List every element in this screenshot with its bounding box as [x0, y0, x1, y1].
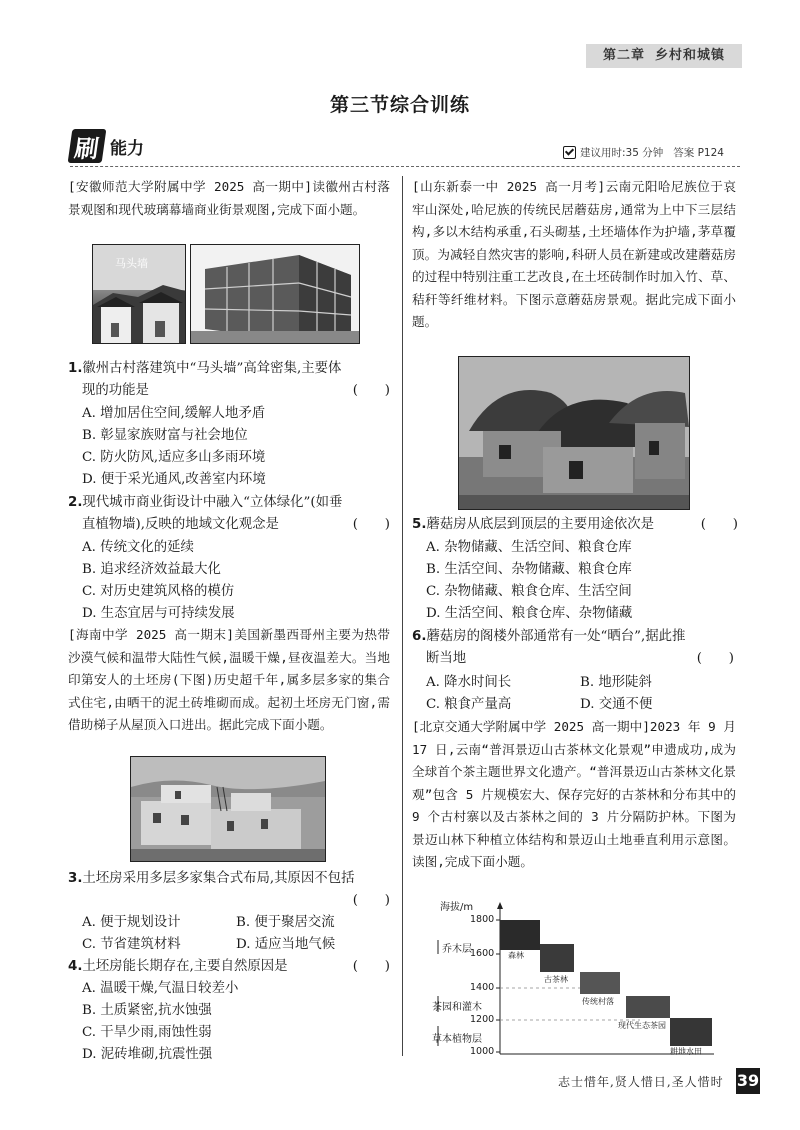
time-info: [563, 145, 724, 160]
option-6c[interactable]: C. 粮食产量高: [426, 697, 512, 712]
tick-1400: 1400: [470, 982, 495, 993]
question-2-line2: [82, 514, 390, 536]
option-4c[interactable]: C. 干旱少雨,雨蚀性弱: [82, 1025, 212, 1040]
option-1c[interactable]: C. 防火防风,适应多山多雨环境: [82, 450, 266, 465]
question-stem: 现代城市商业街设计中融入“立体绿化”(如垂: [82, 495, 343, 510]
ability-badge: [70, 128, 144, 164]
option-6d[interactable]: D. 交通不便: [580, 697, 653, 712]
question-stem: 土坯房采用多层多家集合式布局,其原因不包括: [82, 871, 355, 886]
question-number: 1.: [68, 361, 83, 376]
tick-1800: 1800: [470, 914, 495, 925]
label-ancient-tea: 古茶林: [544, 975, 568, 984]
question-stem: 蘑菇房的阁楼外部通常有一处“晒台”,据此推: [426, 629, 686, 644]
intro-huizhou: [68, 176, 390, 221]
option-3c[interactable]: C. 节省建筑材料: [82, 937, 181, 952]
option-5d[interactable]: D. 生活空间、粮食仓库、杂物储藏: [426, 606, 633, 621]
question-number: 2.: [68, 495, 83, 510]
option-6a[interactable]: A. 降水时间长: [426, 675, 512, 690]
answer-blank[interactable]: ( ): [352, 383, 390, 398]
option-5a[interactable]: A. 杂物储藏、生活空间、粮食仓库: [426, 540, 632, 555]
answer-blank[interactable]: ( ): [352, 959, 390, 974]
option-1b[interactable]: B. 彰显家族财富与社会地位: [82, 428, 248, 443]
glass-building-drawing: [191, 245, 359, 343]
label-modern-tea: 现代生态茶园: [618, 1021, 666, 1030]
option-4d[interactable]: D. 泥砖堆砌,抗震性强: [82, 1047, 213, 1062]
tick-1000: 1000: [470, 1046, 495, 1057]
label-village: 传统村落: [582, 997, 614, 1006]
question-stem-cont: 断当地: [426, 651, 467, 666]
chapter-name: 乡村和城镇: [655, 48, 726, 63]
glass-curtain-building-photo: [190, 244, 360, 344]
option-3a[interactable]: A. 便于规划设计: [82, 915, 181, 930]
answer-blank[interactable]: ( ): [696, 651, 734, 666]
option-2b[interactable]: B. 追求经济效益最大化: [82, 562, 221, 577]
label-farmland: 耕地水田: [670, 1047, 702, 1056]
option-5b[interactable]: B. 生活空间、杂物储藏、粮食仓库: [426, 562, 632, 577]
mushroom-house-photo: [458, 356, 690, 510]
answer-blank[interactable]: ( ): [352, 893, 390, 908]
option-6b[interactable]: B. 地形陡斜: [580, 675, 652, 690]
answer-blank[interactable]: ( ): [700, 517, 738, 532]
tick-1600: 1600: [470, 948, 495, 959]
page-title: 第三节综合训练: [329, 94, 470, 116]
question-stem-cont: 直植物墙),反映的地域文化观念是: [82, 517, 279, 532]
option-1a[interactable]: A. 增加居住空间,缓解人地矛盾: [82, 406, 266, 421]
intro-jingmai: [412, 716, 736, 874]
option-4a[interactable]: A. 温暖干燥,气温日较差小: [82, 981, 239, 996]
chapter-number: 第二章: [602, 48, 645, 63]
huizhou-village-photo: [92, 244, 186, 344]
option-2a[interactable]: A. 传统文化的延续: [82, 540, 194, 555]
question-number: 4.: [68, 959, 83, 974]
question-4: [68, 956, 390, 978]
question-6-line2: [426, 648, 734, 670]
intro-mushroom: [412, 176, 736, 334]
badge-char: 刷: [68, 129, 107, 163]
question-number: 6.: [412, 629, 427, 644]
chapter-tab: [586, 44, 742, 68]
intro-adobe: [68, 624, 390, 737]
question-3: [68, 868, 390, 890]
page-number: 39: [736, 1068, 760, 1094]
option-5c[interactable]: C. 杂物储藏、粮食仓库、生活空间: [426, 584, 632, 599]
jingmai-land-use-diagram: [430, 896, 720, 1058]
intro-text: [北京交通大学附属中学 2025 高一期中]2023 年 9 月 17 日,云南“普洱景迈山古茶林文化景观”申遗成功,成为全球首个茶主题世界文化遗产。“普洱景迈山古茶林文化景观”包含 5 片规模宏大、保存完好的古茶林和分布其中的 9 个古村寨以及古茶林之间的 3 片分隔防护林。下图为景迈山林下种植立体结构和景迈山土地垂直利用示意图。读图,完成下面小题。: [412, 719, 736, 869]
intro-text: [安徽师范大学附属中学 2025 高一期中]读徽州古村落景观图和现代玻璃幕墙商业街景观图,完成下面小题。: [68, 179, 390, 217]
column-divider: [402, 176, 403, 1056]
question-2: [68, 492, 390, 514]
adobe-house-photo: [130, 756, 326, 862]
question-stem: 蘑菇房从底层到顶层的主要用途依次是: [426, 517, 655, 532]
option-1d[interactable]: D. 便于采光通风,改善室内环境: [82, 472, 266, 487]
question-5: [412, 514, 738, 536]
question-stem: 土坯房能长期存在,主要自然原因是: [82, 959, 288, 974]
answer-blank[interactable]: ( ): [352, 517, 390, 532]
intro-text: [海南中学 2025 高一期末]美国新墨西哥州主要为热带沙漠气候和温带大陆性气候,温暖干燥,昼夜温差大。当地印第安人的土坯房(下图)历史超千年,属多层多家的集合式住宅,由晒干的泥土砖堆砌而成。起初土坯房无门窗,需借助梯子从屋顶入口进出。据此完成下面小题。: [68, 627, 390, 732]
intro-text: [山东新泰一中 2025 高一月考]云南元阳哈尼族位于哀牢山深处,哈尼族的传统民居蘑菇房,通常为上中下三层结构,多以木结构承重,石头砌基,土坯墙体作为护墙,茅草覆顶。为减轻自然灾害的影响,科研人员在新建或改建蘑菇房的过程中特别注重工艺改良,在土坯砖制作时加入竹、草、秸秆等纤维材料。下图示意蘑菇房景观。据此完成下面小题。: [412, 179, 736, 329]
answer-ref: 答案 P124: [673, 147, 724, 159]
adobe-house-drawing: [131, 757, 325, 861]
layer-tree: 乔木层: [442, 944, 472, 955]
question-1: [68, 358, 390, 380]
suggested-time: 建议用时:35 分钟: [580, 147, 664, 159]
photo-caption: 马头墙: [115, 257, 148, 270]
question-1-line2: [82, 380, 390, 402]
mushroom-house-drawing: [459, 357, 689, 509]
tick-1200: 1200: [470, 1014, 495, 1025]
question-stem: 徽州古村落建筑中“马头墙”高耸密集,主要体: [82, 361, 342, 376]
check-icon: [563, 146, 576, 159]
option-4b[interactable]: B. 土质紧密,抗水蚀强: [82, 1003, 212, 1018]
option-3d[interactable]: D. 适应当地气候: [236, 937, 336, 952]
question-number: 5.: [412, 517, 427, 532]
option-3b[interactable]: B. 便于聚居交流: [236, 915, 335, 930]
header-divider: [70, 166, 740, 167]
option-2c[interactable]: C. 对历史建筑风格的模仿: [82, 584, 235, 599]
question-number: 3.: [68, 871, 83, 886]
layer-herb: 草本植物层: [432, 1034, 482, 1045]
question-3-line2: [82, 890, 390, 912]
layer-shrub: 茶园和灌木: [432, 1002, 482, 1013]
question-stem-cont: 现的功能是: [82, 383, 149, 398]
label-forest: 森林: [508, 951, 524, 960]
badge-label: 能力: [110, 138, 144, 159]
option-2d[interactable]: D. 生态宜居与可持续发展: [82, 606, 235, 621]
question-6: [412, 626, 738, 648]
axis-title: 海拔/m: [440, 902, 474, 913]
footer-motto: 志士惜年,贤人惜日,圣人惜时: [558, 1075, 724, 1089]
